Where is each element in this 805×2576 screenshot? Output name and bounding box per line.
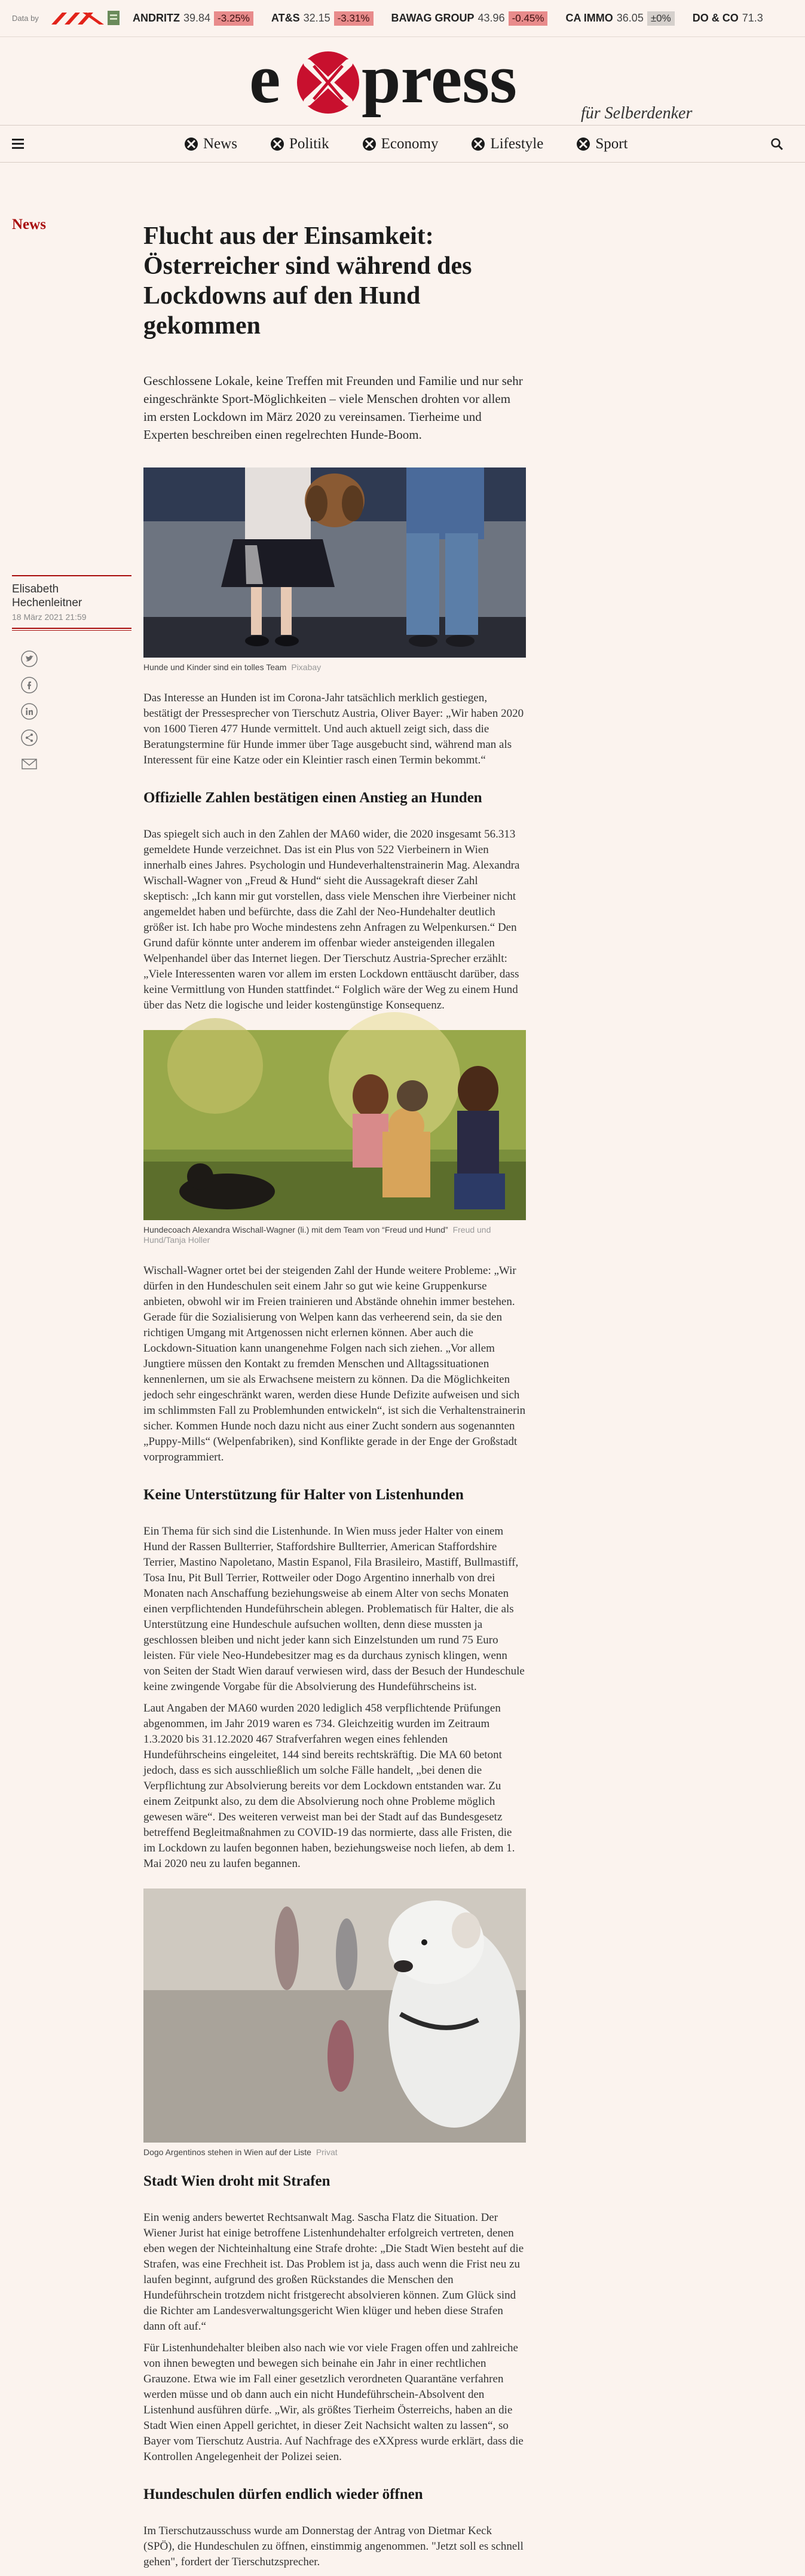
caption-text: Hundecoach Alexandra Wischall-Wagner (li.) mit dem Team von “Freud und Hund” bbox=[143, 1225, 448, 1234]
ticker-item[interactable] bbox=[391, 11, 548, 26]
page-body bbox=[0, 163, 805, 2568]
facebook-icon[interactable] bbox=[20, 676, 38, 694]
ticker-value: 71.3 bbox=[742, 12, 763, 24]
nav-politik-label: Politik bbox=[289, 136, 329, 152]
nav-news[interactable] bbox=[184, 136, 237, 152]
ticker-name: DO & CO bbox=[692, 12, 739, 24]
market-icon bbox=[106, 10, 124, 27]
figure-1 bbox=[143, 467, 526, 673]
main-nav bbox=[0, 126, 805, 163]
six-logo bbox=[47, 7, 106, 30]
ticker-item[interactable] bbox=[133, 11, 253, 26]
menu-icon[interactable] bbox=[12, 139, 24, 148]
paragraph: Ein wenig anders bewertet Rechtsanwalt Mag. Sascha Flatz die Situation. Der Wiener Jurist hat einige betroffene Listenhundehalter erfolgreich vertreten, denen eben wegen der Nichteinhaltung eine Strafe drohte: „Die Stadt Wien besteht auf die Strafen, was eine Frechheit ist. Das Problem ist ja, dass auch wenn die Frist neu zu laufen beginnt, aufgrund des großen Rückstandes die Menschen den Hundeführschein trotzdem nicht fristgerecht absolvieren können. Zum Glück sind die Richter am Landesverwaltungsgericht Wien klüger und heben diese Strafen dann oft auf.“ bbox=[143, 2211, 524, 2333]
subheading: Stadt Wien droht mit Strafen bbox=[143, 2173, 330, 2189]
xx-icon bbox=[471, 137, 485, 151]
paragraph: Laut Angaben der MA60 wurden 2020 lediglich 458 verpflichtende Prüfungen abgenommen, im Jahr 2019 waren es 734. Gleichzeitig wurden im Zeitraum 1.3.2020 bis 31.12.2020 467 Strafverfahren wegen eines fehlenden Hundeführscheins eingeleitet, 144 sind bereits rechtskräftig. Die MA 60 betont jedoch, dass es sich ausschließlich um solche Fälle handelt, „bei denen die Verpflichtung zur Absolvierung bereits vor dem Lockdown entstanden war. Zu einem Zeitpunkt also, zu dem die Absolvierung noch ohne Probleme möglich gewesen wäre“. Des weiteren verweist man bei der Stadt auf das Bundesgesetz betreffend Begleitmaßnahmen zu COVID-19 das normierte, dass alle Fristen, die im Lockdown zu laufen begonnen haben, beziehungsweise noch liefen, ab dem 1. Mai 2020 neu zu laufen begannen. bbox=[143, 1702, 515, 1870]
xx-icon bbox=[362, 137, 377, 151]
masthead bbox=[0, 37, 805, 126]
nav-economy[interactable] bbox=[362, 136, 439, 152]
caption-text: Hunde und Kinder sind ein tolles Team bbox=[143, 662, 287, 672]
ticker-value: 32.15 bbox=[303, 12, 330, 24]
share-bar bbox=[20, 650, 41, 781]
caption-credit: Pixabay bbox=[291, 662, 322, 672]
paragraph: Im Tierschutzausschuss wurde am Donnerstag der Antrag von Dietmar Keck (SPÖ), die Hundeschulen zu öffnen, einstimmig angenommen. "Jetzt soll es schnell gehen", fordert der Tierschutzsprecher. bbox=[143, 2525, 524, 2568]
photo-dogo-argentino[interactable] bbox=[143, 1889, 526, 2143]
nav-news-label: News bbox=[203, 136, 237, 152]
xx-icon bbox=[576, 137, 590, 151]
ticker-name: ANDRITZ bbox=[133, 12, 180, 24]
nav-lifestyle[interactable] bbox=[471, 136, 543, 152]
article-headline: Flucht aus der Einsamkeit: Österreicher sind während des Lockdowns auf den Hund gekommen bbox=[143, 222, 472, 340]
stock-ticker bbox=[0, 0, 805, 37]
figure-2-caption bbox=[143, 1225, 526, 1245]
tagline: für Selberdenker bbox=[581, 104, 693, 123]
linkedin-icon[interactable] bbox=[20, 702, 38, 720]
figure-2 bbox=[143, 1030, 526, 1245]
ticker-change: ±0% bbox=[647, 11, 675, 26]
share-icon[interactable] bbox=[20, 729, 38, 747]
ticker-name: CA IMMO bbox=[565, 12, 613, 24]
ticker-value: 39.84 bbox=[183, 12, 211, 24]
article bbox=[143, 210, 526, 2576]
caption-credit: Privat bbox=[316, 2147, 338, 2157]
ticker-item[interactable] bbox=[271, 11, 374, 26]
paragraph: Ein Thema für sich sind die Listenhunde. In Wien muss jeder Halter von einem Hund der Rassen Bullterrier, Staffordshire Bullterrier, American Staffordshire Terrier, Mastino Napoletano, Mastin Espanol, Fila Brasileiro, Mastiff, Bullmastiff, Tosa Inu, Pit Bull Terrier, Rottweiler oder Dogo Argentino innerhalb von drei Monaten nach Anschaffung beziehungsweise ab einem Alter von sechs Monaten einen verpflichtenden Hundeführschein ablegen. Problematisch für Halter, die als Unterstützung eine Hundeschule aufsuchen wollten, denn diese mussten ja geschlossen bleiben und nicht jeder kann sich Einzelstunden um rund 75 Euro leisten. Für viele Neo-Hundebesitzer mag es da durchaus zynisch klingen, wenn von Seiten der Stadt Wien darauf verwiesen wird, dass der Besuch der Hundeschule keine zwingende Vorgabe für die Absolvierung des Hundeführscheins ist. bbox=[143, 1525, 525, 1693]
photo-kids-dog[interactable] bbox=[143, 467, 526, 658]
figure-3-caption bbox=[143, 2147, 526, 2158]
ticker-change: -0.45% bbox=[509, 11, 548, 26]
nav-lifestyle-label: Lifestyle bbox=[490, 136, 544, 152]
ticker-item[interactable] bbox=[693, 11, 767, 26]
publish-date: 18 März 2021 21:59 bbox=[12, 612, 87, 622]
subheading: Hundeschulen dürfen endlich wieder öffnen bbox=[143, 2486, 423, 2502]
ticker-change: -3.25% bbox=[214, 11, 253, 26]
ticker-name: BAWAG GROUP bbox=[391, 12, 475, 24]
mail-icon[interactable] bbox=[20, 755, 38, 773]
svg-text:e: e bbox=[249, 39, 281, 118]
nav-sport[interactable] bbox=[576, 136, 628, 152]
paragraph: Das spiegelt sich auch in den Zahlen der MA60 wider, die 2020 insgesamt 56.313 gemeldete Hunde verzeichnet. Das ist ein Plus von 522 Vierbeinern in Wien innerhalb eines Jahres. Psychologin und Hundeverhaltenstrainerin Mag. Alexandra Wischall-Wagner von „Freud & Hund“ sieht die Aussagekraft dieser Zahl skeptisch: „Ich kann mir gut vorstellen, dass viele Menschen ihre Vierbeiner nicht angemeldet haben und befürchte, dass die Zahl der Neo-Hundehalter deutlich größer ist. Ich habe pro Woche mindestens zehn Anfragen zu Welpenkursen.“ Den Grund dafür könnte unter anderem im offenbar wieder ansteigenden illegalen Welpenhandel über das Internet liegen. Der Tierschutz Austria-Sprecher erzählt: „Viele Interessenten waren vor allem im ersten Lockdown enttäuscht darüber, dass keine Vermittlung von Hunden stattfindet.“ Folglich wäre der Weg zu einem Hund über das Netz die logische und leider kostengünstige Konsequenz. bbox=[143, 828, 520, 1012]
photo-dog-coach[interactable] bbox=[143, 1030, 526, 1220]
data-by-label: Data by bbox=[12, 14, 39, 23]
subheading: Offizielle Zahlen bestätigen einen Anstieg an Hunden bbox=[143, 790, 482, 806]
article-lead: Geschlossene Lokale, keine Treffen mit Freunden und Familie und nur sehr eingeschränkte Sport-Möglichkeiten – viele Menschen drohten vor allem im ersten Lockdown im März 2020 zu vereinsamen. Tierheime und Experten beschreiben einen regelrechten Hunde-Boom. bbox=[143, 374, 523, 442]
nav-economy-label: Economy bbox=[381, 136, 439, 152]
paragraph: Wischall-Wagner ortet bei der steigenden Zahl der Hunde weitere Probleme: „Wir dürfen in den Hundeschulen seit einem Jahr so gut wie keine Gruppenkurse anbieten, obwohl wir im Freien trainieren und Abstände ohnehin immer bestehen. Gerade für die Sozialisierung von Welpen kann das verheerend sein, da sie den richtigen Umgang mit Artgenossen nicht erlernen können. Aber auch die Lockdown-Situation kann unangenehme Folgen nach sich ziehen. „Vor allem Jungtiere müssen den Kontakt zu fremden Menschen und Alltagssituationen kennenlernen, um sie als Erwachsene meistern zu können. Da die Möglichkeiten jedoch sehr eingeschränkt waren, werden diese Hunde Defizite aufweisen und sich im schlimmsten Fall zu Problemhunden entwickeln“, ist sich die Verhaltenstrainerin sicher. Kommen Hunde noch dazu nicht aus einer Zucht sondern aus sogenannten „Puppy-Mills“ (Welpenfabriken), sind Konflikte gerade in der Enge der Großstadt vorprogrammiert. bbox=[143, 1264, 526, 1463]
author-name[interactable]: Elisabeth Hechenleitner bbox=[12, 583, 82, 609]
exxpress-logo[interactable] bbox=[249, 39, 551, 118]
xx-icon bbox=[184, 137, 198, 151]
figure-3 bbox=[143, 1889, 526, 2158]
search-icon[interactable] bbox=[770, 137, 783, 151]
ticker-value: 36.05 bbox=[616, 12, 644, 24]
twitter-icon[interactable] bbox=[20, 650, 38, 668]
xx-icon bbox=[270, 137, 284, 151]
author-block bbox=[12, 575, 131, 631]
ticker-value: 43.96 bbox=[478, 12, 505, 24]
ticker-item[interactable] bbox=[565, 11, 674, 26]
svg-text:press: press bbox=[362, 39, 518, 118]
nav-politik[interactable] bbox=[270, 136, 329, 152]
ticker-change: -3.31% bbox=[334, 11, 374, 26]
caption-credit: Freud und Hund/Tanja Holler bbox=[143, 1225, 491, 1245]
subheading: Keine Unterstützung für Halter von Listenhunden bbox=[143, 1487, 464, 1503]
nav-sport-label: Sport bbox=[595, 136, 628, 152]
ticker-name: AT&S bbox=[271, 12, 300, 24]
section-label[interactable]: News bbox=[12, 216, 46, 233]
caption-text: Dogo Argentinos stehen in Wien auf der Liste bbox=[143, 2147, 311, 2157]
paragraph: Für Listenhundehalter bleiben also nach wie vor viele Fragen offen und zahlreiche von ihnen bewegten und bewegen sich beinahe ein Jahr in einer rechtlichen Grauzone. Etwa wie im Fall einer gesetzlich verordneten Quarantäne verfahren werden müsse und ob dann auch ein nicht Hundeführschein-Absolvent den Listenhund ausführen dürfe. „Wir, als größtes Tierheim Österreichs, haben an die Stadt Wien einen Appell gerichtet, in dieser Zeit Nachsicht walten zu lassen“, so Bayer vom Tierschutz Austria. Auf Nachfrage des eXXpress wurde erklärt, dass die Kontrollen Angelegenheit der Polizei seien. bbox=[143, 2342, 524, 2463]
figure-1-caption bbox=[143, 662, 526, 673]
paragraph: Das Interesse an Hunden ist im Corona-Jahr tatsächlich merklich gestiegen, bestätigt der Pressesprecher von Tierschutz Austria, Oliver Bayer: „Wir haben 2020 von 1600 Tieren 477 Hunde vermittelt. Und auch aktuell zeigt sich, dass die Beratungstermine für Hunde immer über Tage ausgebucht sind, während man als Interessent für eine Katze oder ein Kleintier rasch einen Termin bekommt.“ bbox=[143, 692, 524, 766]
